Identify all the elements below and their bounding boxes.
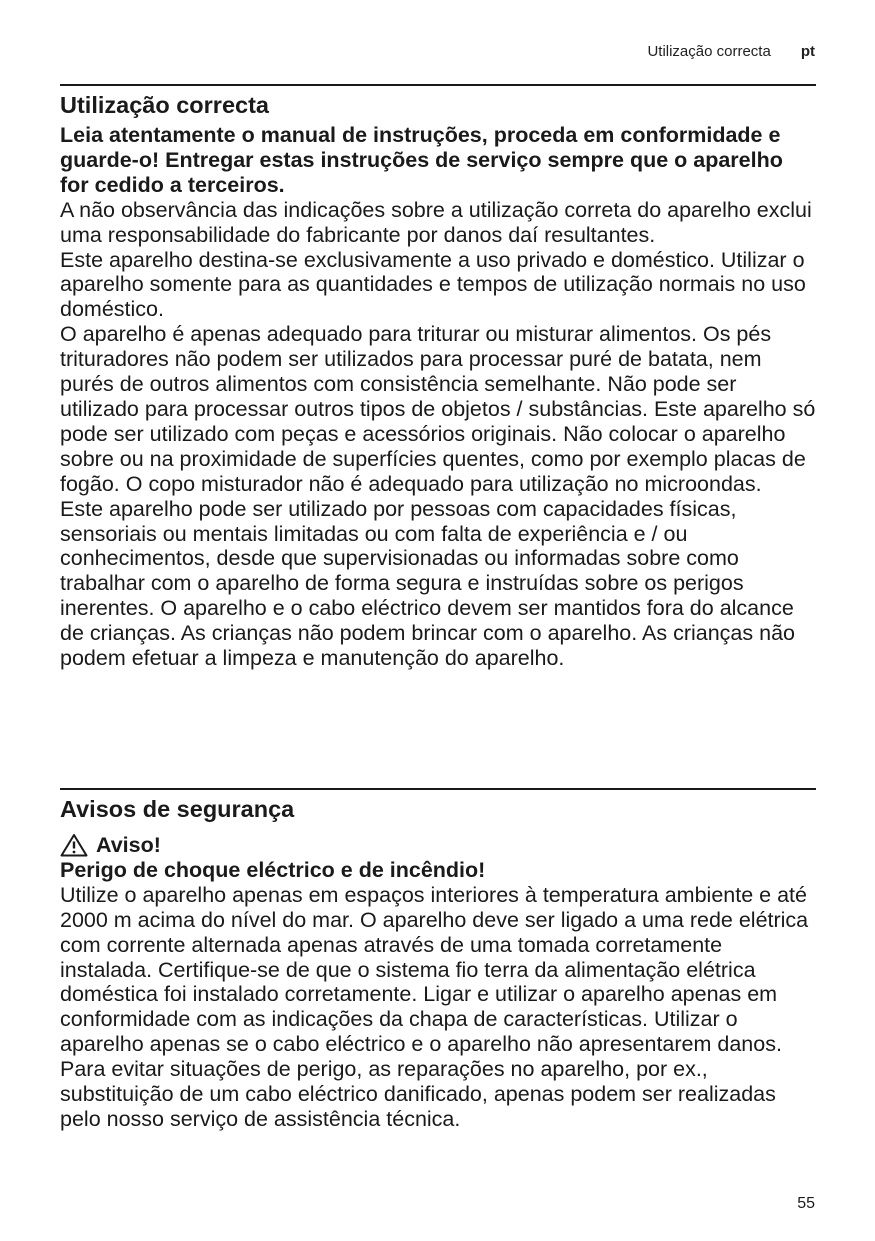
paragraph: Utilize o aparelho apenas em espaços interiores à temperatura ambiente e até 2000 m acima do nível do mar. O aparelho deve ser ligado a uma rede elétrica com corrente alternada apenas através de uma tomada corretamente instalada. Certifique-se de que o sistema fio terra da alimentação elétrica doméstica foi instalado corretamente. Ligar e utilizar o aparelho apenas em conformidade com as indicações da chapa de características. Utilizar o aparelho apenas se o cabo eléctrico e o aparelho não apresentarem danos. Para evitar situações de perigo, as reparações no aparelho, por ex., substituição de um cabo eléctrico danificado, apenas podem ser realizadas pelo nosso serviço de assistência técnica. — [60, 882, 809, 1131]
warning-heading — [60, 833, 816, 858]
paragraph: Este aparelho pode ser utilizado por pessoas com capacidades físicas, sensoriais ou mentais limitadas ou com falta de experiência e / ou conhecimentos, desde que supervisionadas ou informadas sobre como trabalhar com o aparelho de forma segura e instruídas sobre os perigos inerentes. O aparelho e o cabo eléctrico devem ser mantidos fora do alcance de crianças. As crianças não podem brincar com o aparelho. As crianças não podem efetuar a limpeza e manutenção do aparelho. — [60, 496, 795, 671]
section-safety-warnings — [60, 794, 816, 1132]
paragraph: Este aparelho destina-se exclusivamente a uso privado e doméstico. Utilizar o aparelho somente para as quantidades e tempos de utilização normais no uso doméstico. — [60, 247, 806, 322]
page-number: 55 — [797, 1195, 815, 1212]
paragraph: O aparelho é apenas adequado para triturar ou misturar alimentos. Os pés trituradores não podem ser utilizados para processar puré de batata, nem purés de outros alimentos com consistência semelhante. Não pode ser utilizado para processar outros tipos de objetos / substâncias. Este aparelho só pode ser utilizado com peças e acessórios originais. Não colocar o aparelho sobre ou na proximidade de superfícies quentes, como por exemplo placas de fogão. O copo misturador não é adequado para utilização no microondas. — [60, 322, 816, 496]
warning-title: Perigo de choque eléctrico e de incêndio! — [60, 857, 486, 882]
running-header — [647, 41, 815, 61]
warning-triangle-icon — [60, 833, 88, 857]
language-code: pt — [800, 42, 815, 60]
chapter-title: Utilização correcta — [647, 42, 771, 60]
section-title: Avisos de segurança — [60, 796, 295, 822]
section-divider — [60, 788, 816, 790]
section-intended-use — [60, 90, 816, 671]
section-divider — [60, 84, 816, 86]
warning-label: Aviso! — [96, 833, 161, 857]
section-title: Utilização correcta — [60, 92, 269, 118]
lead-paragraph: Leia atentamente o manual de instruções, proceda em conformidade e guarde-o! Entregar estas instruções de serviço sempre que o aparelho for cedido a terceiros. — [60, 123, 783, 197]
paragraph: A não observância das indicações sobre a utilização correta do aparelho exclui uma responsabilidade do fabricante por danos daí resultantes. — [60, 197, 812, 247]
